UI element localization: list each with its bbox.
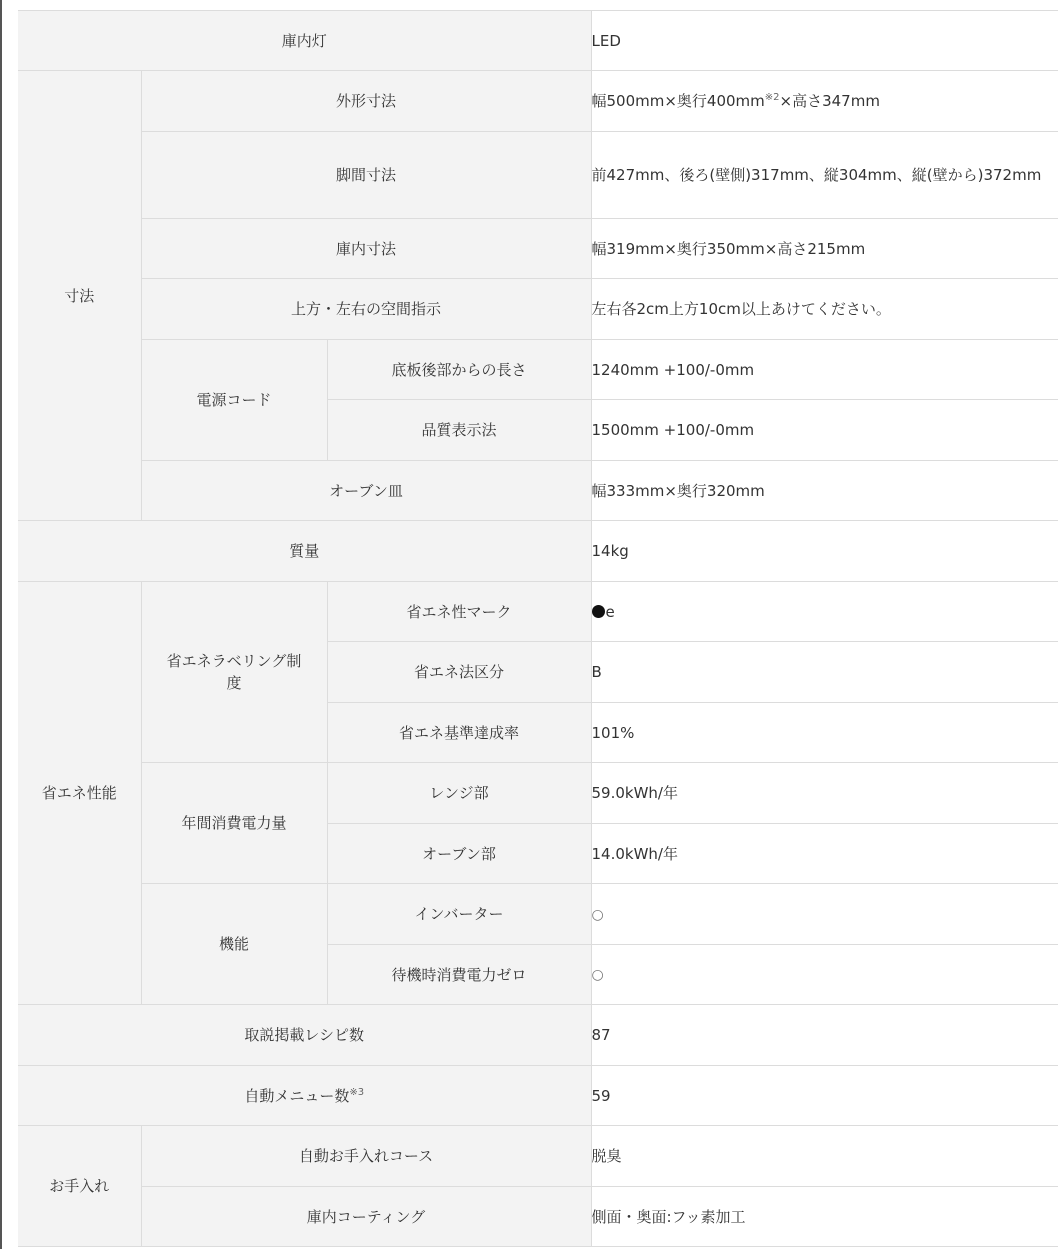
group-label-function: 機能 xyxy=(141,884,327,1005)
auto-menu-label-text: 自動メニュー数 xyxy=(244,1086,350,1105)
table-row-care-coating xyxy=(18,1187,1058,1247)
labeling-label-text: 省エネラベリング制度 xyxy=(166,652,302,692)
table-row-tray xyxy=(18,461,1058,521)
row-value-mass: 14kg xyxy=(591,521,1058,582)
page-left-border xyxy=(0,0,2,1249)
group-label-annual: 年間消費電力量 xyxy=(141,763,327,884)
group-label-cord: 電源コード xyxy=(141,340,327,461)
row-value-annual-range: 59.0kWh/年 xyxy=(591,763,1058,824)
row-label-cord-back: 底板後部からの長さ xyxy=(327,340,591,400)
row-value-legs xyxy=(591,132,1058,219)
row-label-clearance: 上方・左右の空間指示 xyxy=(141,279,591,340)
row-label-care-coating: 庫内コーティング xyxy=(141,1187,591,1247)
row-value-cord-back: 1240mm +100/-0mm xyxy=(591,340,1058,400)
row-label-mass: 質量 xyxy=(18,521,591,582)
table-row-clearance xyxy=(18,279,1058,340)
table-row-lamp xyxy=(18,11,1058,71)
row-value-recipes: 87 xyxy=(591,1005,1058,1066)
row-label-energy-rate: 省エネ基準達成率 xyxy=(327,703,591,763)
row-label-outer: 外形寸法 xyxy=(141,71,591,132)
table-row-auto-menu xyxy=(18,1066,1058,1126)
row-label-auto-menu xyxy=(18,1066,591,1126)
table-row-outer xyxy=(18,71,1058,132)
row-value-energy-class: B xyxy=(591,642,1058,703)
row-value-energy-rate: 101% xyxy=(591,703,1058,763)
row-label-annual-oven: オーブン部 xyxy=(327,824,591,884)
outer-value-b: ×高さ347mm xyxy=(779,92,880,110)
table-row-energy-mark xyxy=(18,582,1058,642)
group-label-labeling xyxy=(141,582,327,763)
row-value-outer xyxy=(591,71,1058,132)
row-value-standby xyxy=(591,945,1058,1005)
row-label-care-auto: 自動お手入れコース xyxy=(141,1126,591,1187)
table-row-legs xyxy=(18,132,1058,219)
group-label-care: お手入れ xyxy=(18,1126,141,1247)
row-value-cord-quality: 1500mm +100/-0mm xyxy=(591,400,1058,461)
row-value-inverter xyxy=(591,884,1058,945)
table-row-recipes xyxy=(18,1005,1058,1066)
inverter-circle-mark: ○ xyxy=(591,906,604,923)
row-value-care-coating: 側面・奥面:フッ素加工 xyxy=(591,1187,1058,1247)
table-row-care-auto xyxy=(18,1126,1058,1187)
row-label-annual-range: レンジ部 xyxy=(327,763,591,824)
row-value-annual-oven: 14.0kWh/年 xyxy=(591,824,1058,884)
row-label-energy-class: 省エネ法区分 xyxy=(327,642,591,703)
table-row-annual-range xyxy=(18,763,1058,824)
table-row-inner xyxy=(18,219,1058,279)
row-label-inner: 庫内寸法 xyxy=(141,219,591,279)
row-value-auto-menu: 59 xyxy=(591,1066,1058,1126)
row-label-inverter: インバーター xyxy=(327,884,591,945)
table-row-cord-back xyxy=(18,340,1058,400)
row-label-legs: 脚間寸法 xyxy=(141,132,591,219)
row-label-tray: オーブン皿 xyxy=(141,461,591,521)
spec-table xyxy=(18,10,1058,1247)
standby-circle-mark: ○ xyxy=(591,967,604,983)
row-label-lamp: 庫内灯 xyxy=(18,11,591,71)
row-value-lamp: LED xyxy=(591,11,1058,71)
row-value-clearance: 左右各2cm上方10cm以上あけてください。 xyxy=(591,279,1058,340)
row-value-inner: 幅319mm×奥行350mm×高さ215mm xyxy=(591,219,1058,279)
energy-mark-dot-icon xyxy=(592,605,605,618)
outer-note: ※2 xyxy=(764,92,780,103)
row-label-standby: 待機時消費電力ゼロ xyxy=(327,945,591,1005)
row-value-tray: 幅333mm×奥行320mm xyxy=(591,461,1058,521)
group-label-dimensions: 寸法 xyxy=(18,71,141,521)
legs-value-text: 前427mm、後ろ(壁側)317mm、縦304mm、縦(壁から)372mm xyxy=(591,166,1042,184)
group-label-energy: 省エネ性能 xyxy=(18,582,141,1005)
row-value-energy-mark xyxy=(591,582,1058,642)
row-label-energy-mark: 省エネ性マーク xyxy=(327,582,591,642)
outer-value-a: 幅500mm×奥行400mm xyxy=(591,92,765,110)
table-row-inverter xyxy=(18,884,1058,945)
row-value-care-auto: 脱臭 xyxy=(591,1126,1058,1187)
energy-mark-letter: e xyxy=(605,602,615,621)
row-label-cord-quality: 品質表示法 xyxy=(327,400,591,461)
row-label-recipes: 取説掲載レシピ数 xyxy=(18,1005,591,1066)
table-row-mass xyxy=(18,521,1058,582)
auto-menu-note: ※3 xyxy=(349,1086,365,1098)
